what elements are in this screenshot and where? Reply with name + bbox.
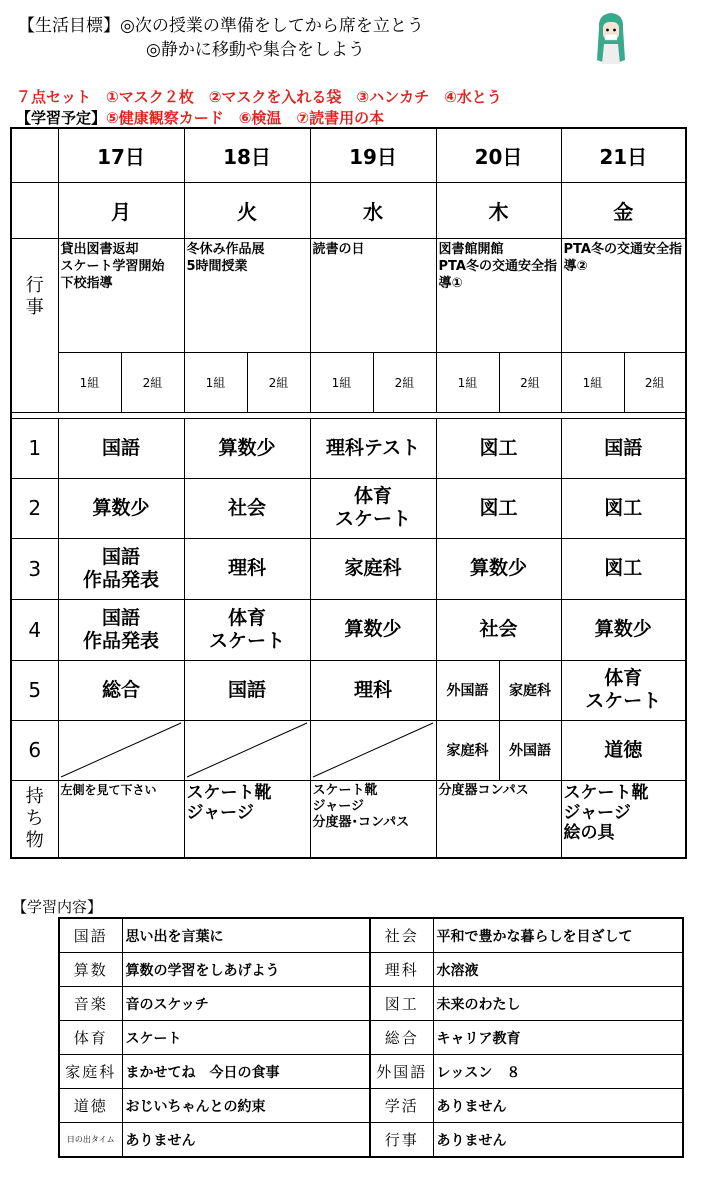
lesson-cell: 総合 <box>58 660 184 720</box>
group-1-cell: 1組 <box>310 352 373 412</box>
subject-cell: 学活 <box>370 1089 433 1123</box>
lesson-cell: 国語 作品発表 <box>58 538 184 599</box>
lesson-cell-group1: 外国語 <box>436 660 499 720</box>
content-cell: レッスン ８ <box>433 1055 683 1089</box>
lesson-cell: 国語 作品発表 <box>58 599 184 660</box>
group-1-cell: 1組 <box>184 352 247 412</box>
group-2-cell: 2組 <box>247 352 310 412</box>
content-cell: 音のスケッチ <box>122 987 370 1021</box>
period-number: 4 <box>11 599 58 660</box>
date-cell: 17日 <box>58 128 184 182</box>
period-row-5 <box>11 660 686 720</box>
group-2-cell: 2組 <box>121 352 184 412</box>
subject-cell: 体育 <box>59 1021 122 1055</box>
learning-row <box>59 1089 683 1123</box>
subject-cell: 算数 <box>59 953 122 987</box>
lesson-cell: 図工 <box>561 538 686 599</box>
diagonal-line <box>59 721 183 779</box>
group-1-cell: 1組 <box>561 352 624 412</box>
period-row-4 <box>11 599 686 660</box>
subject-cell: 音楽 <box>59 987 122 1021</box>
date-cell: 20日 <box>436 128 561 182</box>
group-1-cell: 1組 <box>436 352 499 412</box>
learning-row <box>59 953 683 987</box>
lesson-cell: 国語 <box>184 660 310 720</box>
weekday-cell: 水 <box>310 182 436 238</box>
content-cell: 算数の学習をしあげよう <box>122 953 370 987</box>
learning-row <box>59 1021 683 1055</box>
lesson-cell: 図工 <box>561 478 686 538</box>
date-cell: 18日 <box>184 128 310 182</box>
subject-cell: 総合 <box>370 1021 433 1055</box>
lesson-cell: 社会 <box>436 599 561 660</box>
lesson-cell: 体育 スケート <box>184 599 310 660</box>
lesson-cell: 算数少 <box>310 599 436 660</box>
learning-row <box>59 1055 683 1089</box>
event-cell: PTA冬の交通安全指導② <box>561 238 686 352</box>
subject-cell: 道徳 <box>59 1089 122 1123</box>
content-cell: ありません <box>433 1123 683 1158</box>
subject-cell: 行事 <box>370 1123 433 1158</box>
group-2-cell: 2組 <box>624 352 686 412</box>
weekday-cell: 木 <box>436 182 561 238</box>
learning-row <box>59 1123 683 1158</box>
learning-contents-table <box>58 917 684 1158</box>
no-class-cell <box>184 720 310 780</box>
weekday-row <box>11 182 686 238</box>
content-cell: キャリア教育 <box>433 1021 683 1055</box>
period-number: 5 <box>11 660 58 720</box>
event-cell: 図書館開館 PTA冬の交通安全指導① <box>436 238 561 352</box>
weekday-cell: 金 <box>561 182 686 238</box>
date-cell: 21日 <box>561 128 686 182</box>
lesson-cell: 体育 スケート <box>561 660 686 720</box>
group-2-cell: 2組 <box>499 352 561 412</box>
subject-cell: 社会 <box>370 918 433 953</box>
belongings-cell: 左側を見て下さい <box>58 780 184 858</box>
lesson-cell: 図工 <box>436 418 561 478</box>
belongings-label: 持ち物 <box>11 780 58 858</box>
study-plan-heading <box>16 107 384 128</box>
subject-cell: 日の出タイム <box>59 1123 122 1158</box>
diagonal-line <box>185 721 309 779</box>
lesson-cell: 算数少 <box>436 538 561 599</box>
content-cell: ありません <box>433 1089 683 1123</box>
corner-cell <box>11 128 58 182</box>
subject-cell: 理科 <box>370 953 433 987</box>
learning-row <box>59 987 683 1021</box>
learning-row <box>59 918 683 953</box>
lesson-cell: 社会 <box>184 478 310 538</box>
lesson-cell: 算数少 <box>58 478 184 538</box>
weekday-cell: 月 <box>58 182 184 238</box>
no-class-cell <box>58 720 184 780</box>
mascot-illustration <box>594 8 628 68</box>
lesson-cell-group1: 家庭科 <box>436 720 499 780</box>
lesson-cell: 理科テスト <box>310 418 436 478</box>
study-plan-label: 【学習予定】 <box>16 109 107 127</box>
lesson-cell: 国語 <box>58 418 184 478</box>
subject-cell: 図工 <box>370 987 433 1021</box>
lesson-cell: 算数少 <box>561 599 686 660</box>
lesson-cell: 道徳 <box>561 720 686 780</box>
belongings-cell: スケート靴 ジャージ 分度器･コンパス <box>310 780 436 858</box>
period-number: 6 <box>11 720 58 780</box>
weekly-schedule-table <box>10 127 687 859</box>
date-cell: 19日 <box>310 128 436 182</box>
content-cell: 平和で豊かな暮らしを目ざして <box>433 918 683 953</box>
content-cell: 未来のわたし <box>433 987 683 1021</box>
group-2-cell: 2組 <box>373 352 436 412</box>
period-number: 2 <box>11 478 58 538</box>
content-cell: 思い出を言葉に <box>122 918 370 953</box>
period-row-6 <box>11 720 686 780</box>
content-cell: おじいちゃんとの約束 <box>122 1089 370 1123</box>
event-cell: 読書の日 <box>310 238 436 352</box>
corner-cell <box>11 182 58 238</box>
group-1-cell: 1組 <box>58 352 121 412</box>
subject-cell: 家庭科 <box>59 1055 122 1089</box>
event-cell: 貸出図書返却 スケート学習開始 下校指導 <box>58 238 184 352</box>
content-cell: ありません <box>122 1123 370 1158</box>
event-row <box>11 238 686 352</box>
belongings-cell: スケート靴 ジャージ <box>184 780 310 858</box>
life-goal-line2: ◎静かに移動や集合をしよう <box>146 40 365 60</box>
belongings-cell: スケート靴 ジャージ 絵の具 <box>561 780 686 858</box>
period-number: 3 <box>11 538 58 599</box>
lesson-cell-group2: 外国語 <box>499 720 561 780</box>
lesson-cell: 家庭科 <box>310 538 436 599</box>
period-number: 1 <box>11 418 58 478</box>
period-row-1 <box>11 418 686 478</box>
belongings-cell: 分度器コンパス <box>436 780 561 858</box>
weekday-cell: 火 <box>184 182 310 238</box>
date-row <box>11 128 686 182</box>
period-row-2 <box>11 478 686 538</box>
life-goal-line1: 【生活目標】◎次の授業の準備をしてから席を立とう <box>18 16 424 36</box>
lesson-cell: 国語 <box>561 418 686 478</box>
learning-contents-title: 【学習内容】 <box>12 898 103 916</box>
belongings-row <box>11 780 686 858</box>
lesson-cell: 理科 <box>184 538 310 599</box>
lesson-cell: 理科 <box>310 660 436 720</box>
lesson-cell: 体育 スケート <box>310 478 436 538</box>
content-cell: スケート <box>122 1021 370 1055</box>
seven-item-set: ７点セット ①マスク２枚 ②マスクを入れる袋 ③ハンカチ ④水とう <box>16 88 502 106</box>
event-label: 行事 <box>11 238 58 412</box>
lesson-cell: 図工 <box>436 478 561 538</box>
class-group-row <box>11 352 686 412</box>
lesson-cell: 算数少 <box>184 418 310 478</box>
period-row-3 <box>11 538 686 599</box>
subject-cell: 外国語 <box>370 1055 433 1089</box>
diagonal-line <box>311 721 435 779</box>
content-cell: まかせてね 今日の食事 <box>122 1055 370 1089</box>
no-class-cell <box>310 720 436 780</box>
study-plan-items: ⑤健康観察カード ⑥検温 ⑦読書用の本 <box>106 109 385 127</box>
subject-cell: 国語 <box>59 918 122 953</box>
event-cell: 冬休み作品展 5時間授業 <box>184 238 310 352</box>
lesson-cell-group2: 家庭科 <box>499 660 561 720</box>
content-cell: 水溶液 <box>433 953 683 987</box>
